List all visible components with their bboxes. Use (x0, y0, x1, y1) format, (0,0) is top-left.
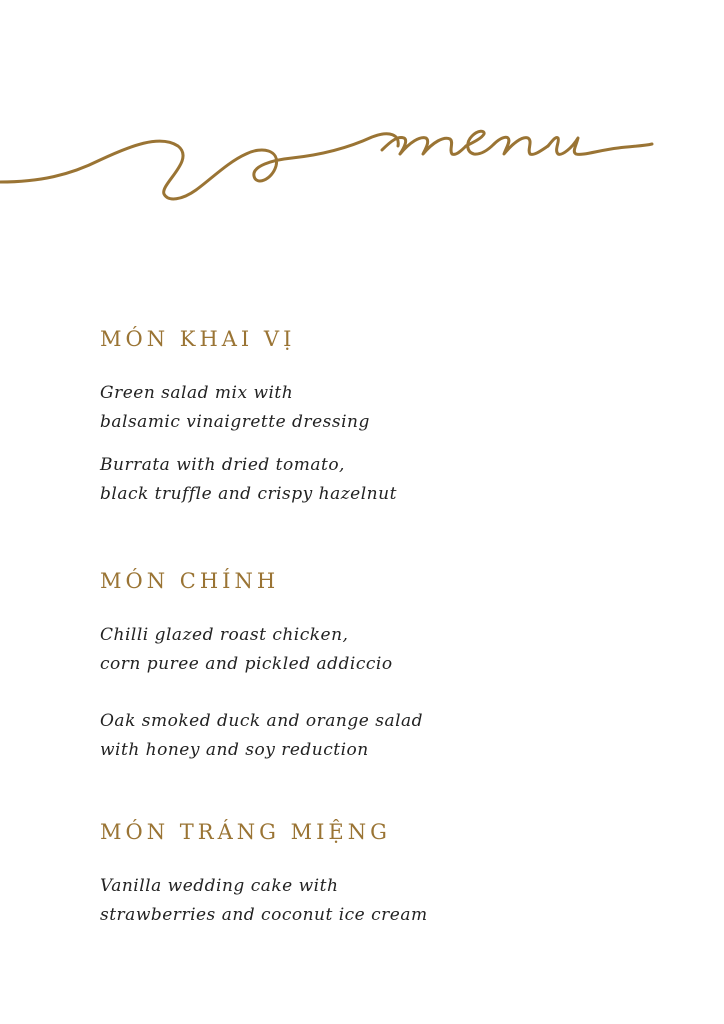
dish-item: Oak smoked duck and orange salad with honey and soy reduction (100, 711, 424, 760)
section-title-dessert: MÓN TRÁNG MIỆNG (100, 820, 391, 844)
flourish-line (0, 134, 398, 199)
dish-item: Green salad mix with balsamic vinaigrette dressing (100, 383, 370, 432)
dish-item: Burrata with dried tomato, black truffle and crispy hazelnut (100, 455, 397, 504)
script-u (548, 137, 652, 154)
section-appetizers (100, 325, 660, 509)
dish-item: Chilli glazed roast chicken, corn puree and pickled addiccio (100, 625, 393, 674)
section-title-appetizers: MÓN KHAI VỊ (100, 327, 296, 351)
script-n (494, 137, 548, 154)
script-e (466, 131, 494, 154)
section-title-main-course: MÓN CHÍNH (100, 569, 280, 593)
section-main-course (100, 567, 660, 765)
menu-script-flourish (0, 110, 724, 210)
script-m (382, 138, 466, 155)
dish-item: Vanilla wedding cake with strawberries and coconut ice cream (100, 876, 428, 925)
section-dessert (100, 818, 660, 930)
